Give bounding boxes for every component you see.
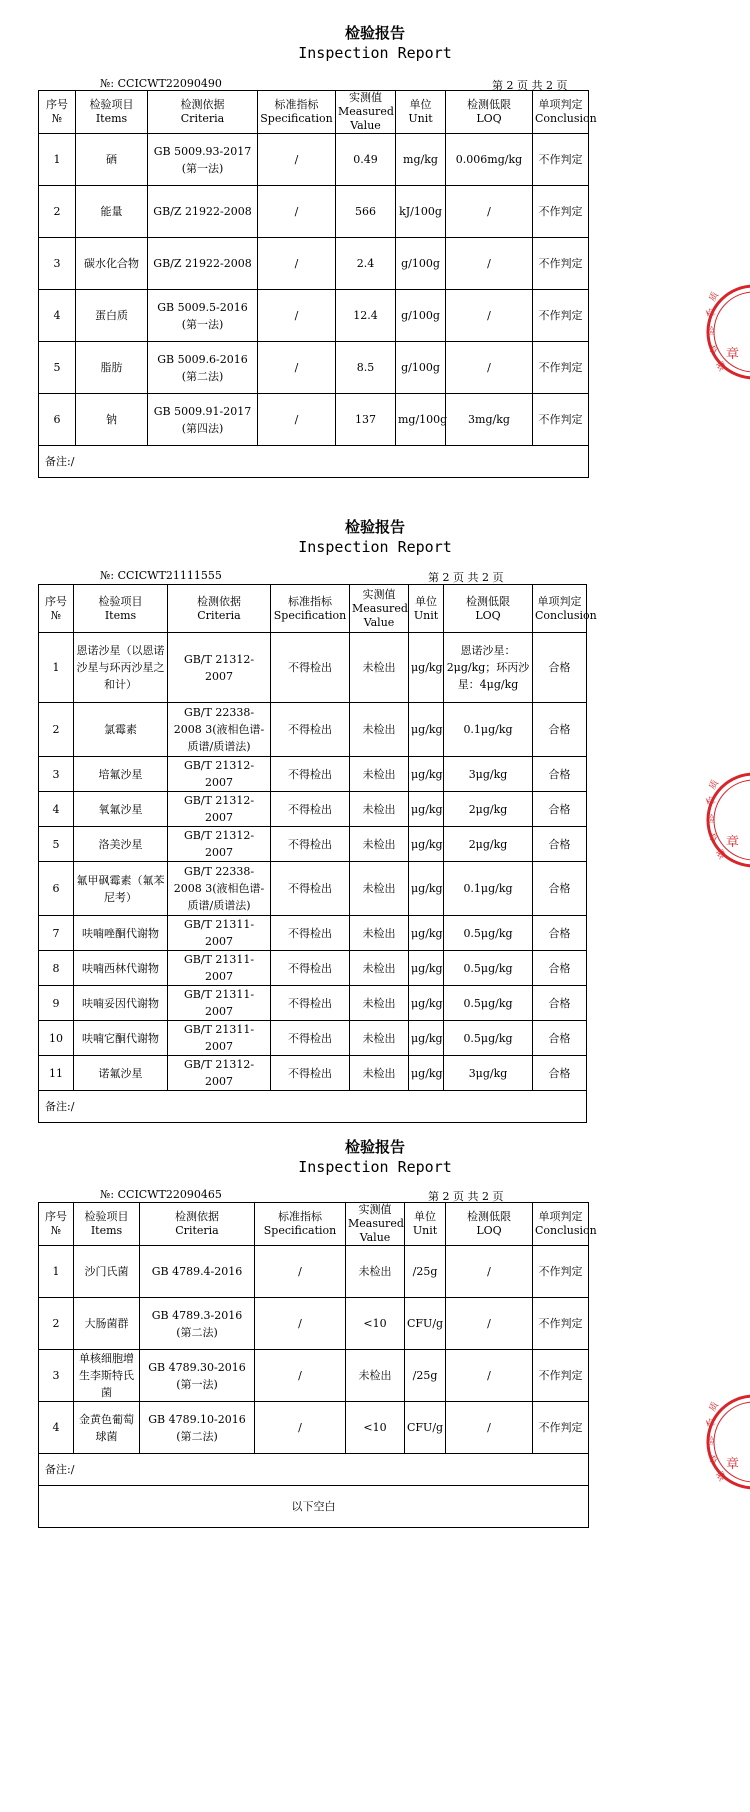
svg-text:质: 质 bbox=[707, 778, 722, 792]
report-number: №: CCICWT22090490 bbox=[100, 77, 222, 90]
table-row: 4 氧氟沙星 GB/T 21312-2007 不得检出 未检出 μg/kg 2μg/kg 合格 bbox=[39, 792, 587, 827]
report-title-cn: 检验报告 bbox=[344, 518, 405, 536]
header-loq: 检测低限 LOQ bbox=[446, 91, 533, 134]
blank-note: 以下空白 bbox=[39, 1486, 589, 1528]
table-row: 3 碳水化合物 GB/Z 21922-2008 / 2.4 g/100g / 不作判定 bbox=[39, 238, 589, 290]
header-criteria: 检测依据 Criteria bbox=[148, 91, 258, 134]
svg-text:有: 有 bbox=[706, 831, 720, 846]
report-title-en: Inspection Report bbox=[298, 1158, 452, 1176]
header-unit: 单位 Unit bbox=[405, 1203, 446, 1246]
header-value: 实测值 Measured Value bbox=[336, 91, 396, 134]
page-info: 第 2 页 共 2 页 bbox=[428, 1190, 504, 1203]
table-row: 3 单核细胞增生李斯特氏菌 GB 4789.30-2016 (第一法) / 未检出 /25g / 不作判定 bbox=[39, 1350, 589, 1402]
header-spec: 标准指标 Specification bbox=[271, 585, 350, 633]
table-row: 6 氟甲砜霉素（氟苯尼考） GB/T 22338-2008 3(液相色谱-质谱/质谱法) 不得检出 未检出 μg/kg 0.1μg/kg 合格 bbox=[39, 862, 587, 916]
svg-text:检: 检 bbox=[704, 307, 718, 321]
header-conclusion: 单项判定 Conclusion bbox=[533, 585, 587, 633]
report-title-en: Inspection Report bbox=[298, 538, 452, 556]
table-row: 3 培氟沙星 GB/T 21312-2007 不得检出 未检出 μg/kg 3μg/kg 合格 bbox=[39, 757, 587, 792]
header-value: 实测值 Measured Value bbox=[350, 585, 409, 633]
header-unit: 单位 Unit bbox=[396, 91, 446, 134]
report-number: №: CCICWT22090465 bbox=[100, 1188, 222, 1201]
svg-text:章: 章 bbox=[726, 835, 740, 850]
table-row: 7 呋喃唑酮代谢物 GB/T 21311-2007 不得检出 未检出 μg/kg 0.5μg/kg 合格 bbox=[39, 916, 587, 951]
table-header-row bbox=[39, 585, 587, 633]
header-criteria: 检测依据 Criteria bbox=[168, 585, 271, 633]
note-row bbox=[39, 446, 589, 478]
svg-text:质: 质 bbox=[707, 1400, 722, 1414]
svg-text:验: 验 bbox=[706, 815, 716, 825]
note: 备注:/ bbox=[39, 446, 589, 478]
report-title-cn: 检验报告 bbox=[344, 1138, 405, 1156]
table-row: 1 硒 GB 5009.93-2017 (第一法) / 0.49 mg/kg 0.006mg/kg 不作判定 bbox=[39, 134, 589, 186]
note: 备注:/ bbox=[39, 1091, 587, 1123]
header-criteria: 检测依据 Criteria bbox=[140, 1203, 255, 1246]
table-row: 2 能量 GB/Z 21922-2008 / 566 kJ/100g / 不作判定 bbox=[39, 186, 589, 238]
report-number: №: CCICWT21111555 bbox=[100, 569, 222, 582]
table-row: 4 蛋白质 GB 5009.5-2016 (第一法) / 12.4 g/100g / 不作判定 bbox=[39, 290, 589, 342]
table-row: 2 大肠菌群 GB 4789.3-2016 (第二法) / <10 CFU/g / 不作判定 bbox=[39, 1298, 589, 1350]
header-value: 实测值 Measured Value bbox=[346, 1203, 405, 1246]
note: 备注:/ bbox=[39, 1454, 589, 1486]
page-info: 第 2 页 共 2 页 bbox=[428, 571, 504, 584]
table-row: 4 金黄色葡萄球菌 GB 4789.10-2016 (第二法) / <10 CFU/g / 不作判定 bbox=[39, 1402, 589, 1454]
header-loq: 检测低限 LOQ bbox=[444, 585, 533, 633]
svg-text:质: 质 bbox=[707, 290, 722, 304]
table-row: 6 钠 GB 5009.91-2017 (第四法) / 137 mg/100g 3mg/kg 不作判定 bbox=[39, 394, 589, 446]
header-items: 检验项目 Items bbox=[74, 1203, 140, 1246]
results-table bbox=[38, 1202, 597, 1528]
svg-text:限: 限 bbox=[713, 360, 727, 374]
table-row: 5 脂肪 GB 5009.6-2016 (第二法) / 8.5 g/100g / 不作判定 bbox=[39, 342, 589, 394]
report-title-en: Inspection Report bbox=[298, 44, 452, 62]
svg-text:有: 有 bbox=[706, 1453, 720, 1468]
svg-text:验: 验 bbox=[706, 1437, 716, 1447]
header-no: 序号 № bbox=[39, 585, 74, 633]
note-row bbox=[39, 1454, 589, 1486]
results-table bbox=[38, 90, 597, 478]
header-conclusion: 单项判定 Conclusion bbox=[533, 1203, 589, 1246]
svg-text:章: 章 bbox=[726, 1457, 740, 1472]
svg-text:检: 检 bbox=[704, 795, 718, 809]
header-spec: 标准指标 Specification bbox=[255, 1203, 346, 1246]
table-row: 1 沙门氏菌 GB 4789.4-2016 / 未检出 /25g / 不作判定 bbox=[39, 1246, 589, 1298]
svg-text:检: 检 bbox=[704, 1417, 718, 1431]
svg-text:章: 章 bbox=[726, 347, 740, 362]
header-items: 检验项目 Items bbox=[76, 91, 148, 134]
blank-row bbox=[39, 1486, 589, 1528]
report-title-cn: 检验报告 bbox=[344, 24, 405, 42]
table-row: 1 恩诺沙星（以恩诺沙星与环丙沙星之和计） GB/T 21312-2007 不得检出 未检出 μg/kg 恩诺沙星：2μg/kg；环丙沙星：4μg/kg 合格 bbox=[39, 633, 587, 703]
page-info: 第 2 页 共 2 页 bbox=[492, 79, 568, 92]
table-row: 10 呋喃它酮代谢物 GB/T 21311-2007 不得检出 未检出 μg/kg 0.5μg/kg 合格 bbox=[39, 1021, 587, 1056]
svg-text:限: 限 bbox=[713, 1470, 727, 1484]
table-row: 2 氯霉素 GB/T 22338-2008 3(液相色谱-质谱/质谱法) 不得检出 未检出 μg/kg 0.1μg/kg 合格 bbox=[39, 703, 587, 757]
svg-text:验: 验 bbox=[706, 327, 716, 337]
header-no: 序号 № bbox=[39, 91, 76, 134]
table-header-row bbox=[39, 91, 589, 134]
results-table bbox=[38, 584, 597, 1123]
table-row: 8 呋喃西林代谢物 GB/T 21311-2007 不得检出 未检出 μg/kg 0.5μg/kg 合格 bbox=[39, 951, 587, 986]
red-seal-stamp bbox=[692, 1392, 750, 1492]
svg-text:有: 有 bbox=[706, 343, 720, 358]
header-no: 序号 № bbox=[39, 1203, 74, 1246]
red-seal-stamp bbox=[692, 770, 750, 870]
table-row: 5 洛美沙星 GB/T 21312-2007 不得检出 未检出 μg/kg 2μg/kg 合格 bbox=[39, 827, 587, 862]
table-header-row bbox=[39, 1203, 589, 1246]
red-seal-stamp bbox=[692, 282, 750, 382]
header-items: 检验项目 Items bbox=[74, 585, 168, 633]
note-row bbox=[39, 1091, 587, 1123]
header-unit: 单位 Unit bbox=[409, 585, 444, 633]
svg-text:限: 限 bbox=[713, 848, 727, 862]
header-conclusion: 单项判定 Conclusion bbox=[533, 91, 589, 134]
table-row: 11 诺氟沙星 GB/T 21312-2007 不得检出 未检出 μg/kg 3μg/kg 合格 bbox=[39, 1056, 587, 1091]
table-row: 9 呋喃妥因代谢物 GB/T 21311-2007 不得检出 未检出 μg/kg 0.5μg/kg 合格 bbox=[39, 986, 587, 1021]
header-loq: 检测低限 LOQ bbox=[446, 1203, 533, 1246]
header-spec: 标准指标 Specification bbox=[258, 91, 336, 134]
